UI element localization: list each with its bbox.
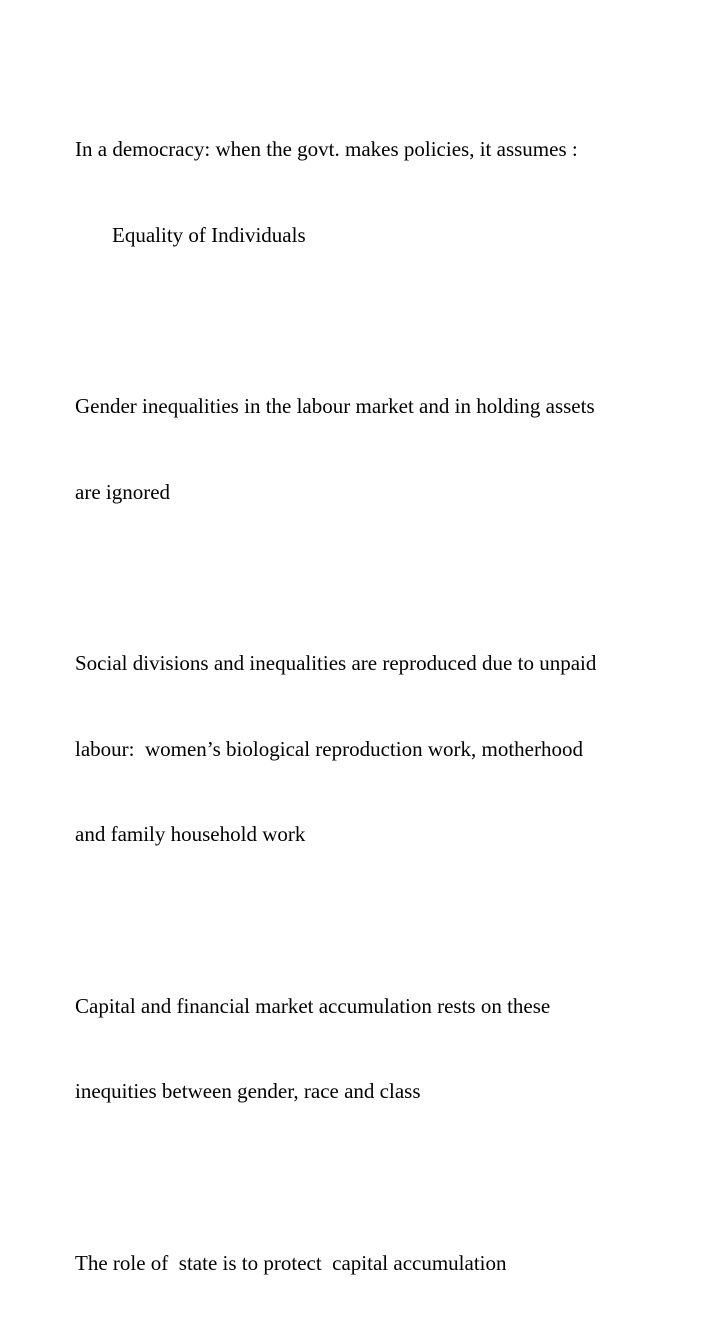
paragraph-spacer — [75, 306, 695, 335]
slide-body — [75, 78, 695, 1334]
paragraph-spacer — [75, 906, 695, 935]
text-line: are ignored — [75, 478, 695, 507]
paragraph-spacer — [75, 1163, 695, 1192]
slide — [0, 0, 720, 540]
text-line: In a democracy: when the govt. makes policies, it assumes : — [75, 135, 695, 164]
paragraph-democracy — [75, 78, 695, 306]
text-line: inequities between gender, race and class — [75, 1077, 695, 1106]
paragraph-gender-inequalities — [75, 335, 695, 563]
paragraph-spacer — [75, 563, 695, 592]
text-line: Capital and financial market accumulation rests on these — [75, 992, 695, 1021]
text-line: The role of state is to protect capital accumulation — [75, 1249, 695, 1278]
paragraph-role-of-state — [75, 1192, 695, 1334]
text-line: Social divisions and inequalities are reproduced due to unpaid — [75, 649, 695, 678]
text-line: labour: women’s biological reproduction work, motherhood — [75, 735, 695, 764]
paragraph-social-divisions — [75, 592, 695, 906]
text-line-indented: Equality of Individuals — [75, 221, 695, 250]
paragraph-capital-accumulation — [75, 935, 695, 1163]
text-line: and family household work — [75, 820, 695, 849]
text-line: Gender inequalities in the labour market and in holding assets — [75, 392, 695, 421]
